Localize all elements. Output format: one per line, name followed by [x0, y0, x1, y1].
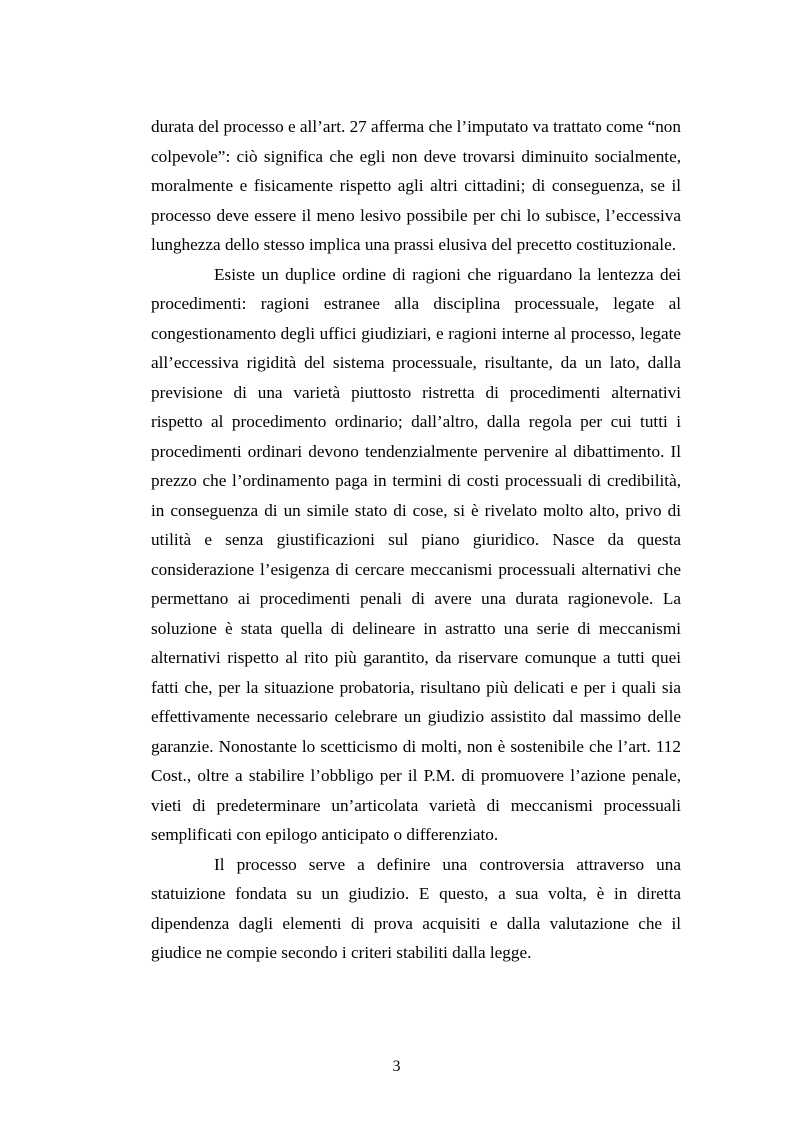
paragraph-continuation: durata del processo e all’art. 27 afferma che l’imputato va trattato come “non colpevole”: ciò significa che egli non deve trovarsi diminuito socialmente, moralmente e fisicamente rispetto agli altri cittadini; di conseguenza, se il processo deve essere il meno lesivo possibile per chi lo subisce, l’eccessiva lunghezza dello stesso implica una prassi elusiva del precetto costituzionale. [151, 117, 681, 254]
paragraph-process-purpose: Il processo serve a definire una controversia attraverso una statuizione fondata su un giudizio. E questo, a sua volta, è in diretta dipendenza dagli elementi di prova acquisiti e dalla valutazione che il giudice ne compie secondo i criteri stabiliti dalla legge. [151, 854, 681, 962]
page-number: 3 [392, 1058, 401, 1075]
paragraph-slowness-reasons: Esiste un duplice ordine di ragioni che riguardano la lentezza dei procedimenti: ragioni estranee alla disciplina processuale, legate al congestionamento degli uffici giudiziari, e ragioni interne al processo, legate all’eccessiva rigidità del sistema processuale, risultante, da un lato, dalla previsione di una varietà piuttosto ristretta di procedimenti alternativi rispetto al procedimento ordinario; dall’altro, dalla regola per cui tutti i procedimenti ordinari devono tendenzialmente pervenire al dibattimento. Il prezzo che l’ordinamento paga in termini di costi processuali di credibilità, in conseguenza di un simile stato di cose, si è rivelato molto alto, privo di utilità e senza giustificazioni sul piano giuridico. Nasce da questa considerazione l’esigenza di cercare meccanismi processuali alternativi che permettano ai procedimenti penali di avere una durata ragionevole. La soluzione è stata quella di delineare in astratto una serie di meccanismi alternativi rispetto al rito più garantito, da riservare comunque a tutti quei fatti che, per la situazione probatoria, risultano più delicati e per i quali sia effettivamente necessario celebrare un giudizio assistito dal massimo delle garanzie. Nonostante lo scetticismo di molti, non è sostenibile che l’art. 112 Cost., oltre a stabilire l’obbligo per il P.M. di promuovere l’azione penale, vieti di predeterminare un’articolata varietà di meccanismi processuali semplificati con epilogo anticipato o differenziato. [151, 264, 681, 844]
body-text [151, 112, 681, 968]
